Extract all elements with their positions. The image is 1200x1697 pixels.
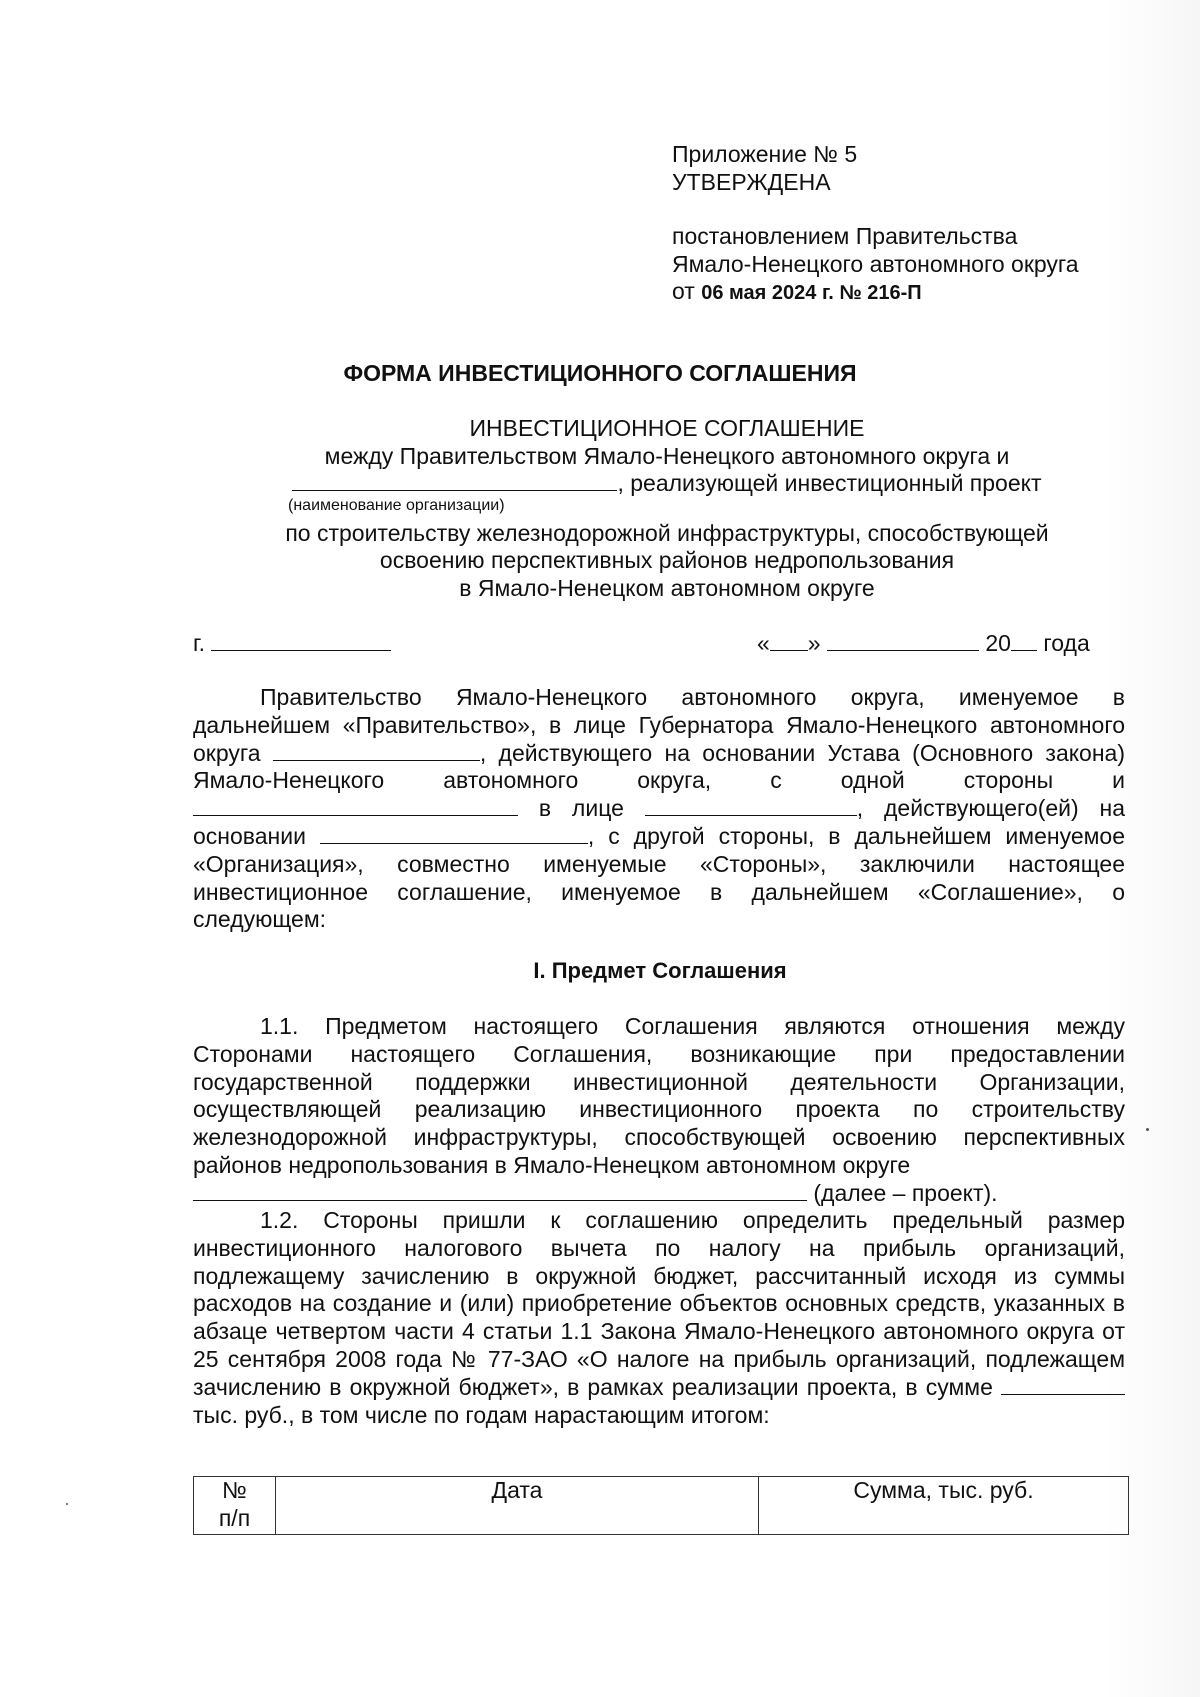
agreement-subject-line-3: в Ямало-Ненецком автономном округе bbox=[459, 575, 875, 601]
form-title: ФОРМА ИНВЕСТИЦИОННОГО СОГЛАШЕНИЯ bbox=[343, 360, 857, 386]
organization-name-blank[interactable] bbox=[292, 470, 617, 491]
organization-blank[interactable] bbox=[193, 795, 518, 816]
preamble-text-3: в лице bbox=[518, 795, 645, 822]
approval-line-2: Ямало-Ненецкого автономного округа bbox=[672, 250, 1079, 277]
section-1-title: I. Предмет Соглашения bbox=[533, 958, 787, 983]
scan-speck bbox=[1146, 1128, 1149, 1131]
year-blank[interactable] bbox=[1011, 630, 1037, 651]
clause-1-1-tail-line bbox=[193, 1180, 998, 1208]
preamble-text-4: , действующего(ей) на основании bbox=[193, 795, 1126, 849]
clause-1-2 bbox=[193, 1207, 1125, 1429]
agreement-parties-line: между Правительством Ямало-Ненецкого автономного округа и bbox=[324, 443, 1010, 469]
col-number-line-1: № bbox=[222, 1477, 247, 1503]
agreement-subject-line-2: освоению перспективных районов недропользования bbox=[379, 547, 955, 573]
preamble-text-2: , действующего на основании Устава (Основного закона) Ямало-Ненецкого автономного округа, с одной стороны и bbox=[193, 739, 1125, 794]
clause-1-1-tail: (далее – проект). bbox=[807, 1180, 998, 1206]
table-header-row bbox=[194, 1477, 1129, 1535]
amount-blank[interactable] bbox=[1001, 1374, 1125, 1395]
city-blank[interactable] bbox=[211, 630, 391, 651]
basis-blank[interactable] bbox=[320, 823, 588, 844]
col-sum-header: Сумма, тыс. руб. bbox=[759, 1477, 1129, 1535]
date-field bbox=[757, 630, 1090, 658]
organization-caption: (наименование организации) bbox=[288, 497, 505, 514]
approval-block bbox=[672, 141, 1142, 308]
representative-blank[interactable] bbox=[645, 795, 857, 816]
day-blank[interactable] bbox=[770, 630, 808, 651]
month-blank[interactable] bbox=[827, 630, 979, 651]
scan-speck bbox=[66, 1503, 68, 1505]
clause-1-1 bbox=[193, 1013, 1125, 1180]
annex-number: Приложение № 5 bbox=[672, 141, 858, 167]
col-number-header bbox=[194, 1477, 276, 1535]
clause-1-2-text-1: 1.2. Стороны пришли к соглашению определить предельный размер инвестиционного налогового вычета по налогу на прибыль организаций, подлежащему зачислению в окружной бюджет, рассчитанный исходя из суммы расходов на создание и (или) приобретение объектов основных средств, указанных в абзаце четвертом части 4 статьи 1.1 Закона Ямало-Ненецкого автономного округа от 25 сентября 2008 года № 77-ЗАО «О налоге на прибыль организаций, подлежащем зачислению в окружной бюджет», в рамках реализации проекта, в сумме bbox=[193, 1207, 1125, 1400]
agreement-subject-line-1: по строительству железнодорожной инфраструктуры, способствующей bbox=[285, 520, 1049, 546]
col-number-line-2: п/п bbox=[218, 1504, 251, 1531]
preamble-text-5: , с другой стороны, в дальнейшем именуемое «Организация», совместно именуемые «Стороны», заключили настоящее инвестиционное соглашение, именуемое в дальнейшем «Соглашение», о следующем: bbox=[193, 822, 1126, 933]
agreement-title: ИНВЕСТИЦИОННОЕ СОГЛАШЕНИЕ bbox=[469, 415, 865, 441]
quote-close: » bbox=[807, 630, 821, 656]
clause-1-1-text: 1.1. Предметом настоящего Соглашения являются отношения между Сторонами настоящего Соглашения, возникающие при предоставлении государственной поддержки инвестиционной деятельности Организации, осуществляющей реализацию инвестиционного проекта по строительству железнодорожной инфраструктуры, способствующей освоению перспективных районов недропользования в Ямало-Ненецком автономном округе bbox=[193, 1013, 1125, 1178]
city-field bbox=[193, 630, 391, 658]
agreement-organization-line bbox=[190, 470, 1144, 498]
governor-name-blank[interactable] bbox=[273, 740, 480, 761]
quote-open: « bbox=[757, 630, 770, 656]
project-name-blank[interactable] bbox=[193, 1180, 807, 1201]
approval-date-line bbox=[672, 278, 1142, 308]
approved-label: УТВЕРЖДЕНА bbox=[672, 168, 831, 195]
year-prefix: 20 bbox=[985, 630, 1011, 656]
agreement-line3-suffix: , реализующей инвестиционный проект bbox=[617, 470, 1042, 496]
col-date-header: Дата bbox=[276, 1477, 759, 1535]
preamble-text-1: Правительство Ямало-Ненецкого автономного округа, именуемое в дальнейшем «Правительство», в лице Губернатора Ямало-Ненецкого автономного округа bbox=[193, 684, 1125, 766]
approval-date: 06 мая 2024 г. № 216-П bbox=[701, 282, 922, 304]
approval-line-1: постановлением Правительства bbox=[672, 223, 1018, 249]
deduction-table bbox=[193, 1476, 1129, 1535]
preamble-paragraph bbox=[193, 684, 1125, 934]
approval-date-prefix: от bbox=[672, 278, 702, 304]
clause-1-2-text-2: тыс. руб., в том числе по годам нарастающим итогом: bbox=[193, 1401, 770, 1428]
year-suffix: года bbox=[1043, 630, 1090, 656]
city-prefix: г. bbox=[193, 630, 205, 656]
